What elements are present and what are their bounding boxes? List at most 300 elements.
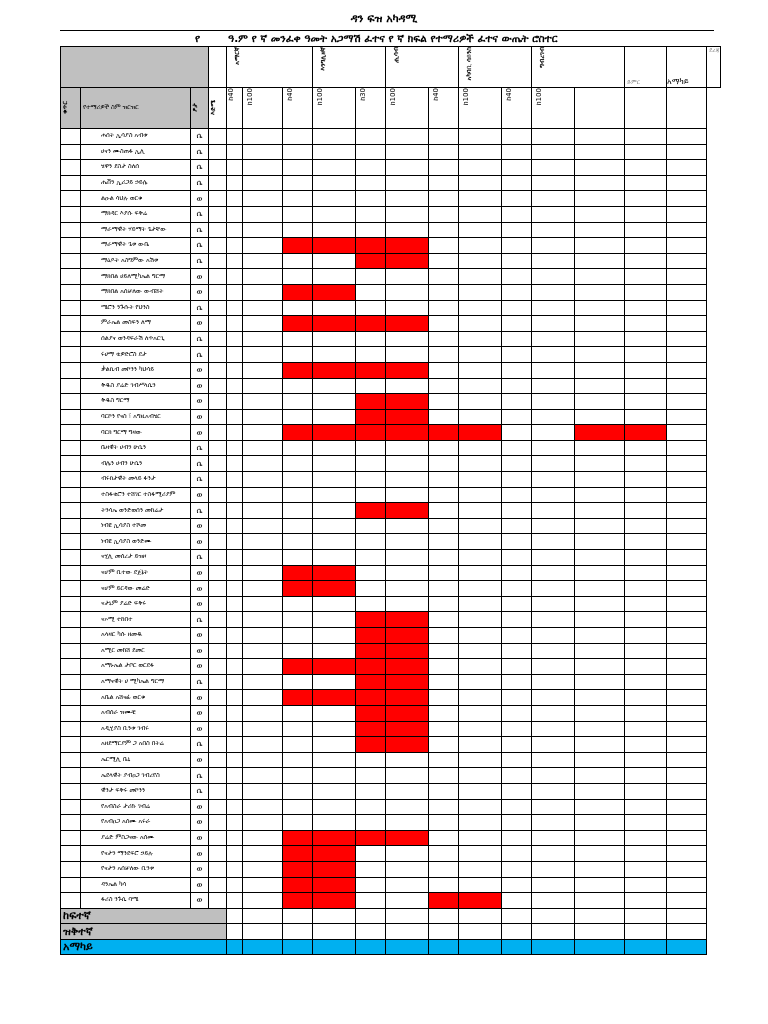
score-cell — [356, 487, 386, 503]
failing-score-cell — [356, 316, 386, 332]
student-name: ልዑል ሳህሉ ወርቁ — [81, 191, 191, 207]
score-cell — [313, 347, 356, 363]
score-cell — [625, 830, 667, 846]
score-cell — [227, 815, 243, 831]
student-row — [61, 253, 721, 269]
student-age — [209, 394, 227, 410]
score-cell — [625, 550, 667, 566]
failing-score-cell — [386, 362, 429, 378]
score-cell — [459, 783, 502, 799]
student-sex: ወ — [191, 378, 209, 394]
student-name: ኤርሚሊ ቤኒ — [81, 752, 191, 768]
failing-score-cell — [356, 612, 386, 628]
student-age — [209, 783, 227, 799]
score-cell — [502, 565, 532, 581]
score-cell — [532, 893, 575, 909]
score-cell — [283, 191, 313, 207]
score-cell — [313, 253, 356, 269]
score-cell — [313, 674, 356, 690]
failing-score-cell — [386, 612, 429, 628]
score-cell — [386, 269, 429, 285]
score-cell — [429, 316, 459, 332]
score-cell — [243, 674, 283, 690]
header-row-subjects — [61, 47, 721, 88]
score-cell — [667, 846, 707, 862]
score-cell — [459, 799, 502, 815]
score-cell — [313, 518, 356, 534]
student-age — [209, 628, 227, 644]
score-cell — [625, 628, 667, 644]
score-cell — [313, 768, 356, 784]
score-cell — [667, 456, 707, 472]
score-cell — [386, 799, 429, 815]
student-age — [209, 737, 227, 753]
student-age — [209, 643, 227, 659]
subject-header — [459, 47, 532, 88]
score-cell — [575, 752, 625, 768]
score-cell — [667, 690, 707, 706]
score-cell — [667, 612, 707, 628]
failing-score-cell — [283, 565, 313, 581]
score-cell — [575, 487, 625, 503]
student-sex: ወ — [191, 893, 209, 909]
score-cell — [386, 846, 429, 862]
score-cell — [532, 659, 575, 675]
score-cell — [502, 612, 532, 628]
score-cell — [459, 690, 502, 706]
score-cell — [667, 503, 707, 519]
score-cell — [227, 409, 243, 425]
student-name: ቅዱስ ግርማ — [81, 394, 191, 410]
summary-highest-row — [61, 908, 721, 924]
score-cell — [356, 861, 386, 877]
score-cell — [502, 425, 532, 441]
student-name: ሐሰት ኢሳያስ አብቱ — [81, 129, 191, 145]
failing-score-cell — [313, 238, 356, 254]
failing-score-cell — [386, 659, 429, 675]
score-cell — [667, 596, 707, 612]
score-cell — [386, 596, 429, 612]
student-name: ብሩክታዊት መላይ ፋንታ — [81, 472, 191, 488]
student-name: ማክበል አሰቻለው ውብሸት — [81, 284, 191, 300]
score-cell — [575, 284, 625, 300]
score-cell — [313, 331, 356, 347]
score-cell — [313, 815, 356, 831]
number-label: ቁጥር — [61, 100, 69, 114]
score-cell — [283, 534, 313, 550]
score-cell — [283, 815, 313, 831]
student-row — [61, 503, 721, 519]
summary-cell — [625, 924, 667, 940]
score-cell — [356, 206, 386, 222]
score-cell — [625, 129, 667, 145]
student-name: ማክበል ሀይለሚካኤል ግርማ — [81, 269, 191, 285]
summary-cell — [502, 908, 532, 924]
student-row — [61, 690, 721, 706]
score-cell — [575, 347, 625, 363]
sub-header-label: ከ40 — [432, 88, 440, 101]
score-cell — [283, 129, 313, 145]
score-cell — [459, 378, 502, 394]
row-number — [61, 877, 81, 893]
score-cell — [459, 752, 502, 768]
score-cell — [243, 768, 283, 784]
summary-cell — [356, 908, 386, 924]
sub-header — [429, 88, 459, 129]
summary-cell — [386, 924, 429, 940]
student-row — [61, 721, 721, 737]
student-sex: ሴ — [191, 175, 209, 191]
student-row — [61, 783, 721, 799]
row-number — [61, 752, 81, 768]
sub-header-label: ከ100 — [389, 88, 397, 106]
student-age — [209, 206, 227, 222]
student-age — [209, 440, 227, 456]
score-cell — [283, 378, 313, 394]
score-cell — [625, 768, 667, 784]
score-cell — [667, 440, 707, 456]
failing-score-cell — [283, 362, 313, 378]
score-cell — [356, 284, 386, 300]
score-cell — [625, 191, 667, 207]
score-cell — [283, 628, 313, 644]
summary-cell — [283, 924, 313, 940]
score-cell — [243, 846, 283, 862]
student-age — [209, 799, 227, 815]
failing-score-cell — [313, 659, 356, 675]
score-cell — [227, 659, 243, 675]
score-cell — [386, 534, 429, 550]
summary-cell — [459, 908, 502, 924]
score-cell — [667, 565, 707, 581]
score-cell — [667, 238, 707, 254]
score-cell — [502, 830, 532, 846]
score-cell — [243, 160, 283, 176]
score-cell — [625, 503, 667, 519]
score-cell — [283, 783, 313, 799]
student-row — [61, 815, 721, 831]
student-sex: ሴ — [191, 472, 209, 488]
student-sex: ሴ — [191, 331, 209, 347]
score-cell — [502, 690, 532, 706]
score-cell — [625, 300, 667, 316]
student-name: ናሆም ይርዳው መሬድ — [81, 581, 191, 597]
score-cell — [283, 643, 313, 659]
score-cell — [227, 565, 243, 581]
score-cell — [532, 206, 575, 222]
header-blank-age — [209, 47, 227, 88]
score-cell — [386, 206, 429, 222]
score-cell — [283, 596, 313, 612]
average-cell — [625, 88, 667, 129]
score-cell — [625, 581, 667, 597]
failing-score-cell — [313, 846, 356, 862]
score-cell — [575, 160, 625, 176]
student-sex: ወ — [191, 518, 209, 534]
failing-score-cell — [386, 737, 429, 753]
score-cell — [667, 581, 707, 597]
row-number — [61, 737, 81, 753]
score-cell — [356, 768, 386, 784]
student-age — [209, 581, 227, 597]
score-cell — [502, 705, 532, 721]
score-cell — [575, 565, 625, 581]
score-cell — [575, 737, 625, 753]
score-cell — [429, 300, 459, 316]
row-number — [61, 253, 81, 269]
score-cell — [532, 737, 575, 753]
summary-cell — [532, 908, 575, 924]
score-cell — [532, 830, 575, 846]
score-cell — [227, 129, 243, 145]
score-cell — [625, 596, 667, 612]
student-sex: ወ — [191, 316, 209, 332]
score-cell — [502, 253, 532, 269]
score-cell — [386, 284, 429, 300]
student-sex: ወ — [191, 409, 209, 425]
summary-cell — [625, 908, 667, 924]
score-cell — [429, 191, 459, 207]
score-cell — [459, 534, 502, 550]
score-cell — [459, 440, 502, 456]
row-number — [61, 394, 81, 410]
score-cell — [667, 206, 707, 222]
score-cell — [243, 518, 283, 534]
score-cell — [313, 487, 356, 503]
score-cell — [575, 394, 625, 410]
score-cell — [625, 316, 667, 332]
summary-cell — [429, 924, 459, 940]
student-name: ናሆም ቢተው ደጀኔት — [81, 565, 191, 581]
score-cell — [429, 705, 459, 721]
score-cell — [243, 550, 283, 566]
score-cell — [386, 783, 429, 799]
failing-score-cell — [283, 316, 313, 332]
row-number — [61, 768, 81, 784]
student-age — [209, 550, 227, 566]
score-cell — [502, 129, 532, 145]
failing-score-cell — [283, 846, 313, 862]
score-cell — [532, 690, 575, 706]
score-cell — [502, 394, 532, 410]
score-cell — [429, 253, 459, 269]
student-age — [209, 690, 227, 706]
student-age — [209, 596, 227, 612]
score-cell — [575, 612, 625, 628]
score-cell — [313, 129, 356, 145]
score-cell — [429, 472, 459, 488]
rank-header: ደረጃ — [707, 47, 721, 88]
student-name: ያሬድ ምስጋናው አሰሙ — [81, 830, 191, 846]
score-cell — [243, 705, 283, 721]
sub-header — [386, 88, 429, 129]
student-row — [61, 487, 721, 503]
score-cell — [575, 659, 625, 675]
score-cell — [532, 799, 575, 815]
score-cell — [459, 628, 502, 644]
student-age — [209, 269, 227, 285]
score-cell — [386, 565, 429, 581]
row-number — [61, 659, 81, 675]
score-cell — [313, 799, 356, 815]
student-age — [209, 409, 227, 425]
student-name: አዲሂያስ ቢንቱ ገብሩ — [81, 721, 191, 737]
summary-cell — [502, 939, 532, 955]
score-cell — [532, 674, 575, 690]
failing-score-cell — [313, 830, 356, 846]
score-cell — [575, 191, 625, 207]
row-number — [61, 222, 81, 238]
student-age — [209, 768, 227, 784]
score-cell — [313, 456, 356, 472]
failing-score-cell — [283, 284, 313, 300]
summary-cell — [227, 924, 243, 940]
student-sex: ሴ — [191, 440, 209, 456]
failing-score-cell — [625, 425, 667, 441]
score-cell — [502, 487, 532, 503]
failing-score-cell — [283, 238, 313, 254]
score-cell — [532, 425, 575, 441]
score-cell — [356, 783, 386, 799]
score-cell — [532, 300, 575, 316]
school-title: ዳን ፍዝ አካዳሚ — [350, 12, 418, 25]
score-cell — [227, 674, 243, 690]
score-cell — [386, 456, 429, 472]
score-cell — [459, 222, 502, 238]
student-age — [209, 284, 227, 300]
sub-header-label: ከ100 — [316, 88, 324, 106]
score-cell — [356, 129, 386, 145]
score-cell — [667, 425, 707, 441]
student-row — [61, 129, 721, 145]
score-cell — [575, 518, 625, 534]
score-cell — [625, 284, 667, 300]
score-cell — [386, 768, 429, 784]
student-row — [61, 799, 721, 815]
score-cell — [575, 300, 625, 316]
student-name: ማራማዊት ሃይማት ጌታቸው — [81, 222, 191, 238]
student-row — [61, 659, 721, 675]
score-cell — [429, 284, 459, 300]
student-age — [209, 472, 227, 488]
rank-cell — [667, 88, 707, 129]
sub-header-label: ከ100 — [462, 88, 470, 106]
student-name: ዊንታ ፍቅሩ መኮንን — [81, 783, 191, 799]
failing-score-cell — [386, 830, 429, 846]
score-cell — [356, 596, 386, 612]
student-age — [209, 144, 227, 160]
score-cell — [575, 721, 625, 737]
failing-score-cell — [386, 316, 429, 332]
score-cell — [667, 815, 707, 831]
student-name: ባርኮን የናስ ፣ አግዚአብሄር — [81, 409, 191, 425]
failing-score-cell — [356, 628, 386, 644]
failing-score-cell — [575, 425, 625, 441]
score-cell — [386, 550, 429, 566]
student-name: ቃልኪብ መኮንን ካህሳይ — [81, 362, 191, 378]
subject-header — [313, 47, 386, 88]
score-cell — [459, 300, 502, 316]
score-cell — [575, 175, 625, 191]
score-cell — [459, 160, 502, 176]
student-age — [209, 705, 227, 721]
score-cell — [532, 456, 575, 472]
score-cell — [575, 238, 625, 254]
score-cell — [667, 737, 707, 753]
student-sex: ሴ — [191, 550, 209, 566]
score-cell — [227, 877, 243, 893]
failing-score-cell — [313, 362, 356, 378]
score-cell — [459, 877, 502, 893]
score-cell — [429, 409, 459, 425]
score-cell — [356, 472, 386, 488]
score-cell — [532, 752, 575, 768]
failing-score-cell — [386, 409, 429, 425]
score-cell — [502, 269, 532, 285]
row-number — [61, 705, 81, 721]
student-sex: ሴ — [191, 206, 209, 222]
score-cell — [356, 269, 386, 285]
student-age — [209, 191, 227, 207]
summary-cell — [667, 908, 707, 924]
score-cell — [459, 362, 502, 378]
score-cell — [386, 581, 429, 597]
failing-score-cell — [283, 830, 313, 846]
student-name: ሔቨን ኢሪጋይ ኃይሌ — [81, 175, 191, 191]
student-row — [61, 893, 721, 909]
student-age — [209, 830, 227, 846]
subject-header — [227, 47, 313, 88]
score-cell — [227, 846, 243, 862]
student-name: አማናዊት ሀ ሚካኤል ግርማ — [81, 674, 191, 690]
score-cell — [243, 596, 283, 612]
score-cell — [429, 550, 459, 566]
score-cell — [386, 487, 429, 503]
score-cell — [356, 799, 386, 815]
row-number — [61, 316, 81, 332]
score-cell — [532, 503, 575, 519]
failing-score-cell — [386, 721, 429, 737]
score-cell — [386, 160, 429, 176]
student-name: ተስፋቂሮን ተሸገር ተስፋሚሪያም — [81, 487, 191, 503]
failing-score-cell — [283, 581, 313, 597]
score-cell — [667, 487, 707, 503]
summary-cell — [459, 924, 502, 940]
student-sex: ወ — [191, 394, 209, 410]
score-cell — [502, 799, 532, 815]
score-cell — [667, 191, 707, 207]
row-number — [61, 331, 81, 347]
score-cell — [532, 643, 575, 659]
score-cell — [575, 144, 625, 160]
score-cell — [283, 347, 313, 363]
score-cell — [625, 456, 667, 472]
student-name: የአብስራ ታሪኩ ገብሬ — [81, 799, 191, 815]
failing-score-cell — [356, 409, 386, 425]
student-row — [61, 565, 721, 581]
student-sex: ወ — [191, 861, 209, 877]
score-cell — [459, 503, 502, 519]
student-sex: ወ — [191, 487, 209, 503]
score-cell — [625, 877, 667, 893]
score-cell — [575, 331, 625, 347]
score-cell — [227, 269, 243, 285]
score-cell — [227, 799, 243, 815]
summary-cell — [243, 908, 283, 924]
score-cell — [429, 768, 459, 784]
student-row — [61, 581, 721, 597]
score-cell — [502, 815, 532, 831]
